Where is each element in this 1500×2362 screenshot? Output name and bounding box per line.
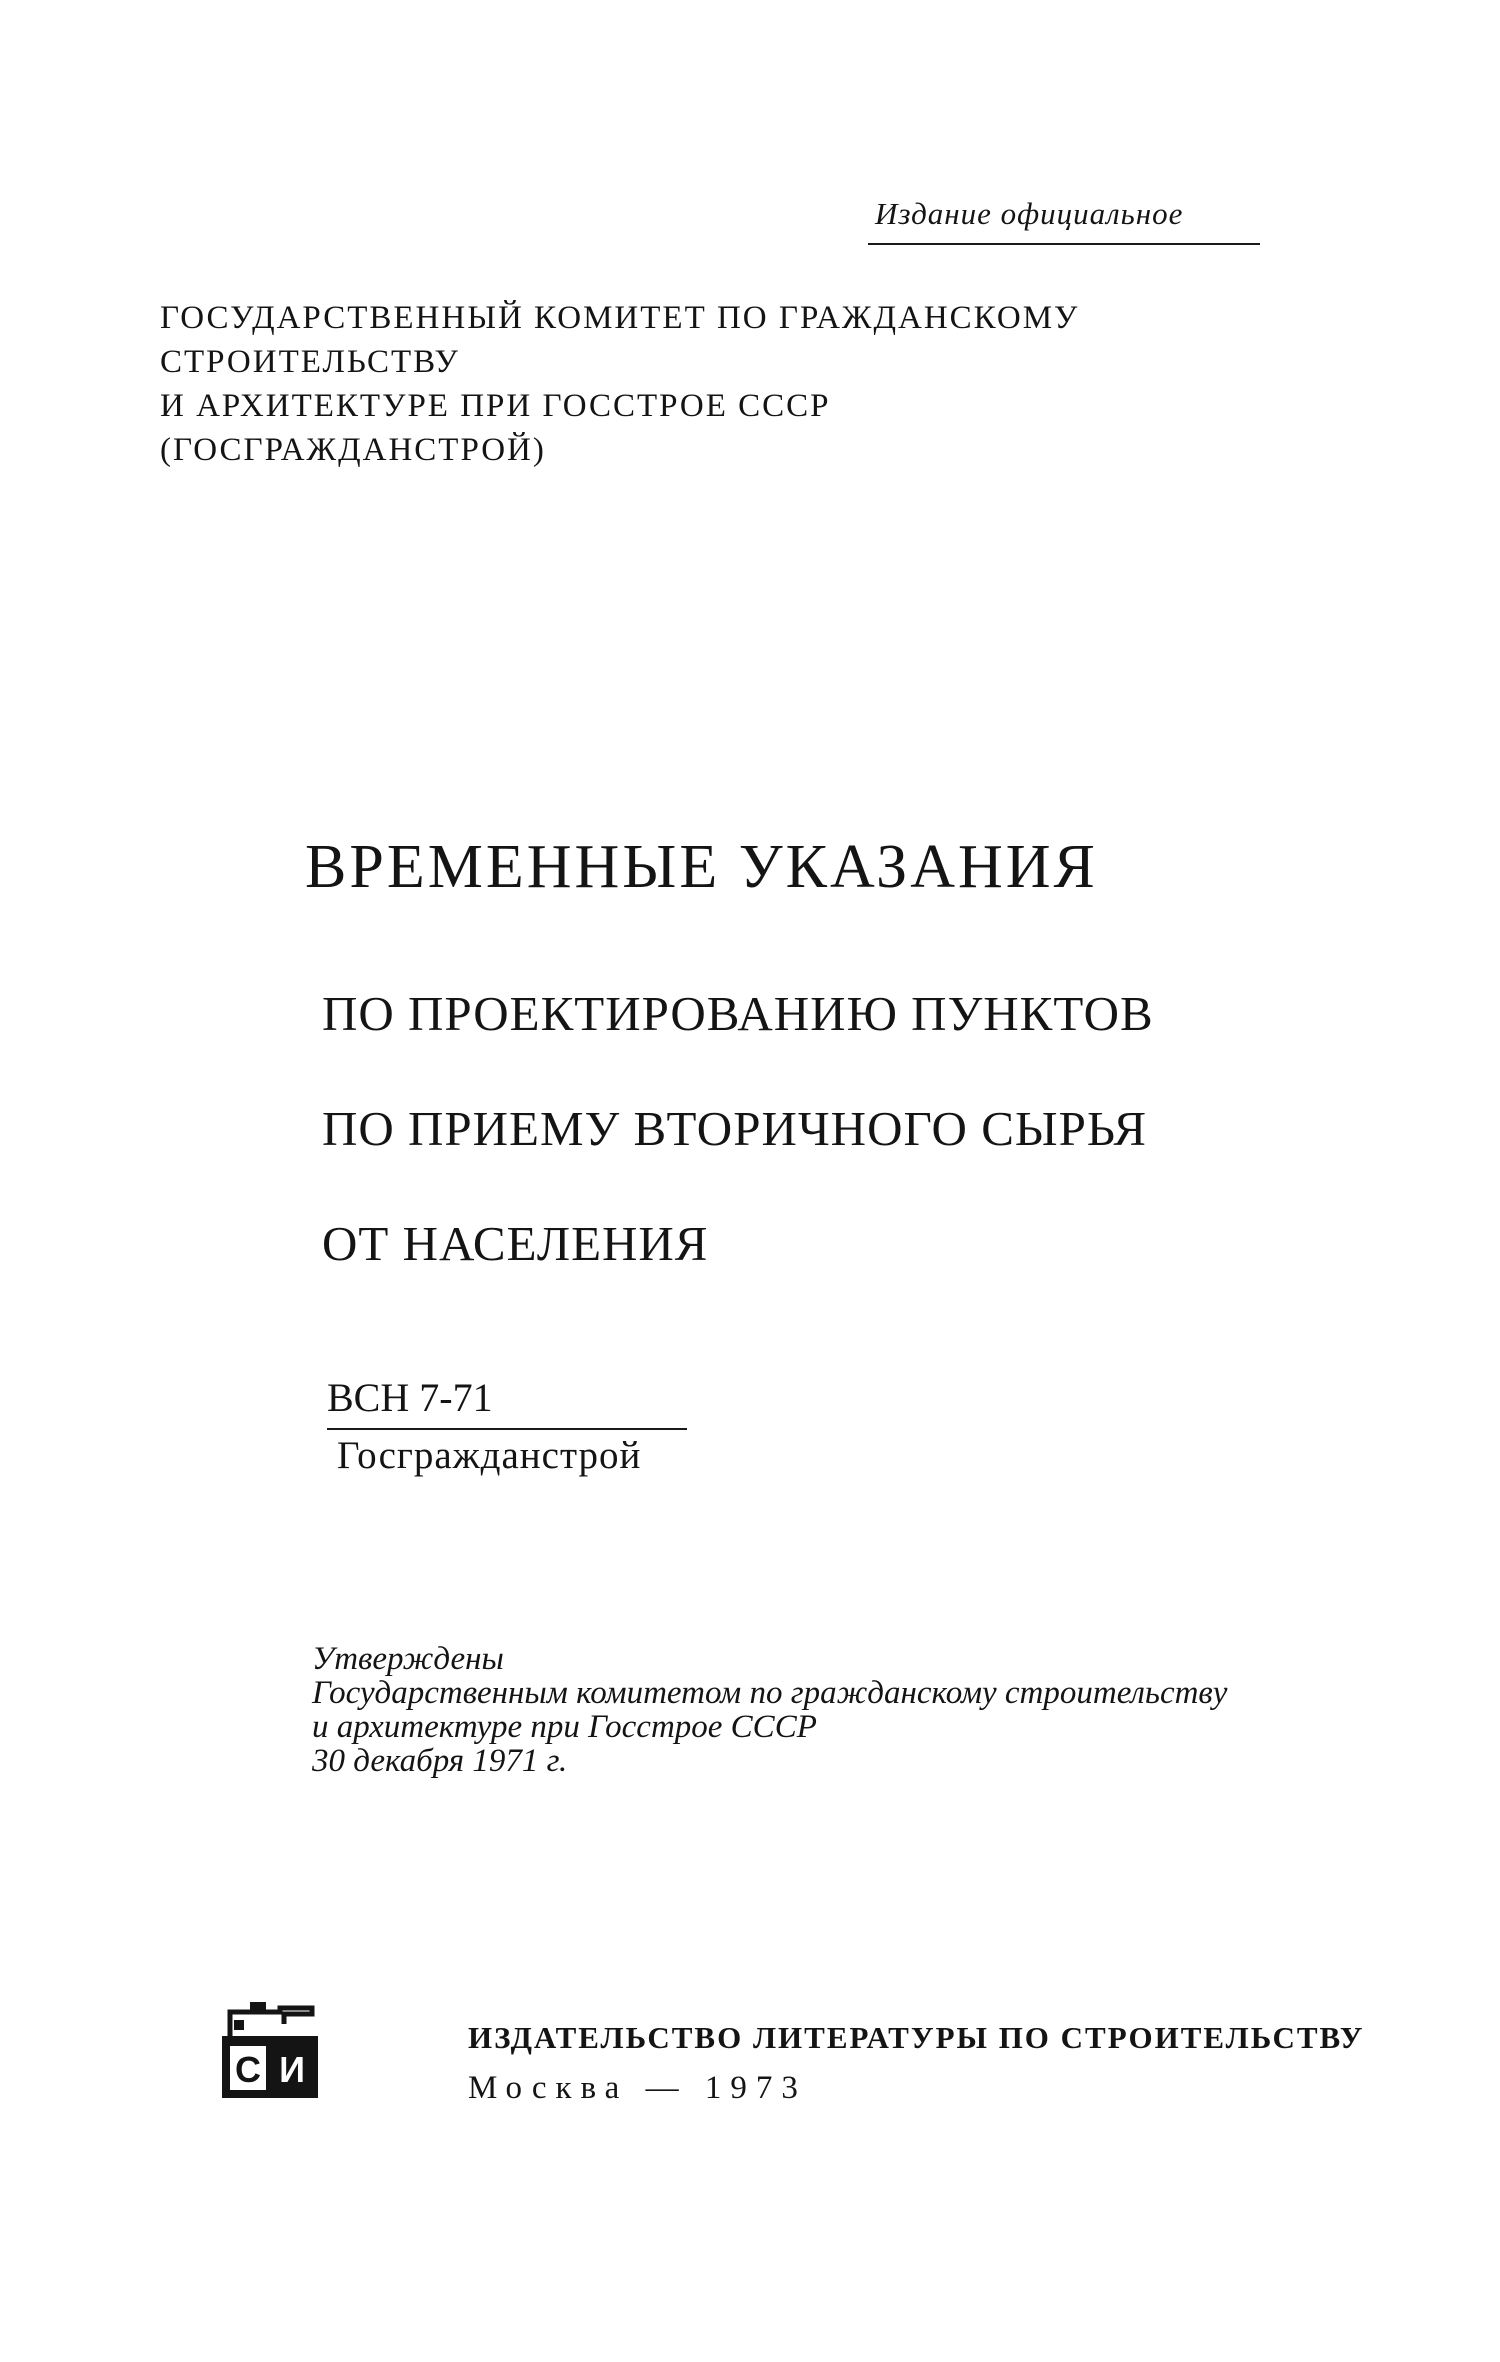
subtitle-line: ПО ПРОЕКТИРОВАНИЮ ПУНКТОВ [322,986,1154,1041]
edition-underline [868,243,1260,245]
city-year: Москва — 1973 [468,2070,807,2106]
approval-line: Утверждены [312,1641,504,1677]
logo-letter-s: С [235,2049,261,2090]
publisher-name: ИЗДАТЕЛЬСТВО ЛИТЕРАТУРЫ ПО СТРОИТЕЛЬСТВУ [468,2020,1365,2055]
subtitle-line: ОТ НАСЕЛЕНИЯ [322,1216,709,1271]
subtitle-line: ПО ПРИЕМУ ВТОРИЧНОГО СЫРЬЯ [322,1101,1148,1156]
committee-line: И АРХИТЕКТУРЕ ПРИ ГОССТРОЕ СССР [160,388,831,424]
approval-line: 30 декабря 1971 г. [312,1743,568,1779]
committee-line: (ГОСГРАЖДАНСТРОЙ) [160,432,546,468]
logo-letter-i: И [279,2049,305,2090]
document-code: ВСН 7-71 [327,1375,493,1420]
approval-block [312,1642,1227,1778]
edition-label: Издание официальное [875,196,1184,231]
committee-block [160,296,1079,472]
approval-line: Государственным комитетом по гражданскому строительству [312,1675,1228,1711]
issuing-organization: Госгражданстрой [337,1434,642,1477]
code-underline [327,1428,687,1430]
committee-line: ГОСУДАРСТВЕННЫЙ КОМИТЕТ ПО ГРАЖДАНСКОМУ [160,300,1080,336]
stroyizdat-logo-icon [220,2000,320,2100]
document-title: ВРЕМЕННЫЕ УКАЗАНИЯ [305,833,1098,901]
approval-line: и архитектуре при Госстрое СССР [312,1709,817,1745]
committee-line: СТРОИТЕЛЬСТВУ [160,344,460,380]
